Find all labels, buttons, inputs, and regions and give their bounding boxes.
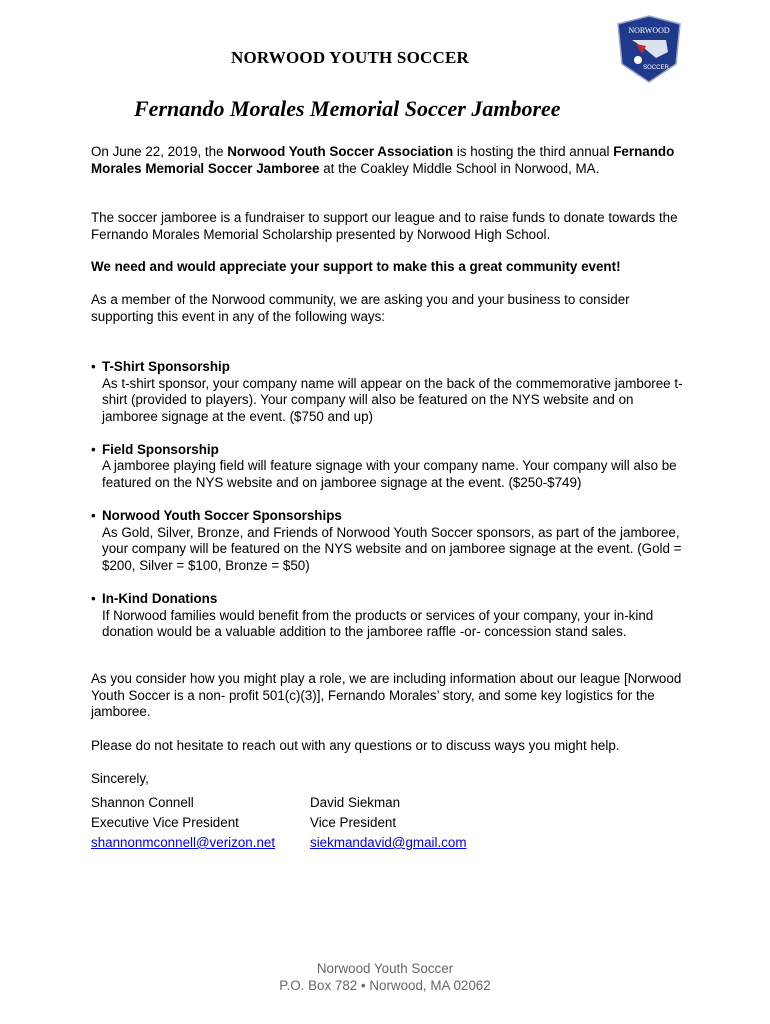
- way-text: As t-shirt sponsor, your company name will appear on the back of the commemorative jamboree t-shirt (provided to players). Your company will also be featured on the NYS website and on jamboree signage at the event. ($750 and up): [102, 375, 683, 424]
- signer-role: Executive Vice President: [91, 815, 239, 830]
- event-title: Fernando Morales Memorial Soccer Jamboree: [134, 96, 561, 121]
- contact-paragraph: Please do not hesitate to reach out with any questions or to discuss ways you might help.: [91, 738, 620, 753]
- list-item: [91, 591, 691, 641]
- signer-1: [91, 793, 275, 853]
- support-ways-list: [91, 359, 691, 657]
- signer-role: Vice President: [310, 815, 397, 830]
- bullet-icon: •: [91, 591, 96, 607]
- footer-org: Norwood Youth Soccer: [316, 961, 454, 976]
- signer-name: Shannon Connell: [91, 795, 194, 810]
- request-paragraph: As a member of the Norwood community, we are asking you and your business to consider supporting this event in any of the following ways:: [91, 292, 630, 324]
- list-item: [91, 359, 691, 425]
- way-title: T-Shirt Sponsorship: [102, 359, 230, 374]
- list-item: [91, 508, 691, 574]
- intro-paragraph: On June 22, 2019, the Norwood Youth Soccer Association is hosting the third annual Fernando Morales Memorial Soccer Jamboree at the Coakley Middle School in Norwood, MA.: [91, 144, 675, 176]
- way-title: Norwood Youth Soccer Sponsorships: [102, 508, 342, 524]
- signer-email-link[interactable]: siekmandavid@gmail.com: [310, 835, 467, 850]
- way-title: Field Sponsorship: [102, 441, 219, 457]
- signer-email-link[interactable]: shannonmconnell@verizon.net: [91, 835, 276, 850]
- bullet-icon: •: [91, 359, 96, 374]
- way-text: If Norwood families would benefit from the products or services of your company, your in-kind donation would be a valuable addition to the jamboree raffle -or- concession stand sales.: [102, 607, 654, 640]
- org-title: NORWOOD YOUTH SOCCER: [231, 48, 469, 67]
- signer-name: David Siekman: [310, 795, 401, 810]
- norwood-soccer-logo: [616, 14, 682, 84]
- list-item: [91, 442, 691, 492]
- footer-address: [0, 960, 770, 994]
- way-text: A jamboree playing field will feature signage with your company name. Your company will also be featured on the NYS website and on jamboree signage at the event. ($250-$749): [102, 458, 677, 491]
- appeal-paragraph: We need and would appreciate your support to make this a great community event!: [91, 259, 621, 274]
- bullet-icon: •: [91, 508, 96, 524]
- way-title: In-Kind Donations: [102, 591, 218, 607]
- way-text: As Gold, Silver, Bronze, and Friends of Norwood Youth Soccer sponsors, as part of the jamboree, your company will be featured on the NYS website and on jamboree signage at the event. (Gold = $200, Silver = $100, Bronze = $50): [102, 524, 682, 573]
- signer-2: [310, 793, 466, 853]
- svg-text:SOCCER: SOCCER: [643, 65, 669, 71]
- bullet-icon: •: [91, 441, 96, 457]
- sincerely: Sincerely,: [91, 771, 149, 786]
- svg-text:NORWOOD: NORWOOD: [628, 26, 670, 35]
- purpose-paragraph: The soccer jamboree is a fundraiser to support our league and to raise funds to donate towards the Fernando Morales Memorial Scholarship presented by Norwood High School.: [91, 210, 678, 242]
- footer-pobox: P.O. Box 782 • Norwood, MA 02062: [279, 978, 491, 993]
- closing-paragraph: As you consider how you might play a role, we are including information about our league [Norwood Youth Soccer is a non- profit 501(c)(3)], Fernando Morales’ story, and some key logistics for the jamboree.: [91, 671, 682, 720]
